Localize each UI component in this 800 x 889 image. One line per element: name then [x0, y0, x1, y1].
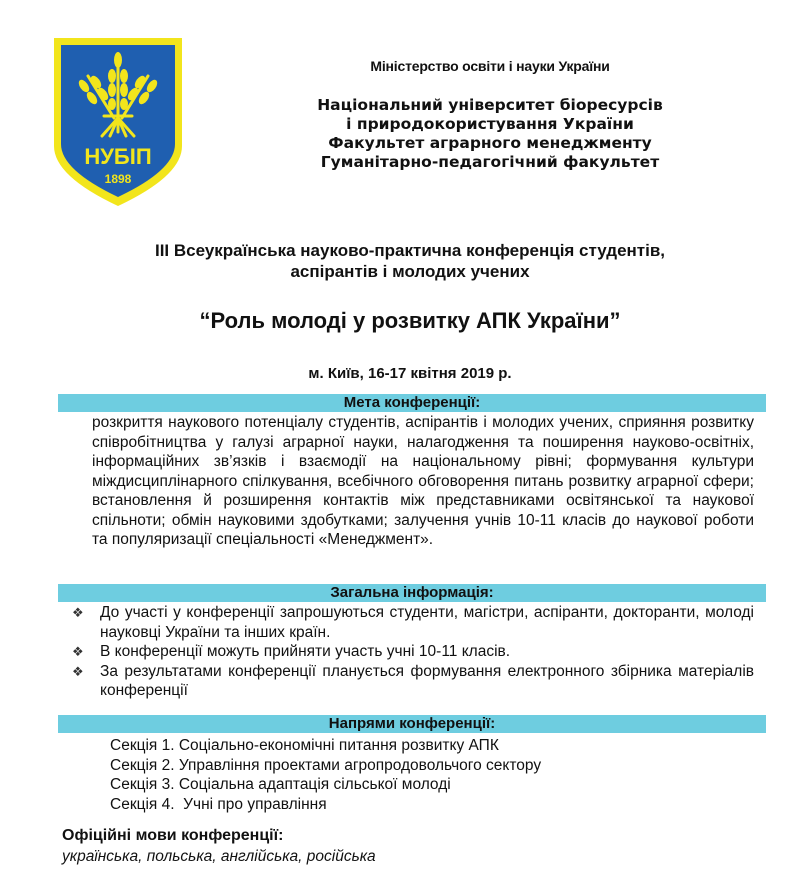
- list-item-text: В конференції можуть прийняти участь учні 10-11 класів.: [100, 643, 511, 660]
- conference-title: “Роль молоді у розвитку АПК України”: [199, 308, 621, 333]
- section-item: Секція 2. Управління проектами агропродовольчого сектору: [110, 756, 542, 774]
- diamond-bullet-icon: ❖: [72, 663, 84, 679]
- languages-heading: Офіційні мови конференції:: [62, 827, 284, 844]
- section-item: Секція 4. Учні про управління: [110, 795, 327, 813]
- list-item: [72, 642, 754, 662]
- diamond-bullet-icon: ❖: [72, 644, 84, 659]
- directions-heading: Напрями конференції:: [58, 715, 766, 733]
- conference-name-line: аспірантів і молодих учених: [290, 262, 530, 281]
- list-item: [72, 662, 754, 701]
- place-date: м. Київ, 16-17 квітня 2019 р.: [308, 365, 512, 382]
- general-list: [72, 603, 754, 701]
- list-item-text: До участі у конференції запрошуються студенти, магістри, аспіранти, докторанти, молоді науковці України та інших країн.: [100, 604, 754, 641]
- svg-text:1898: 1898: [104, 172, 132, 186]
- section-item: Секція 3. Соціальна адаптація сільської молоді: [110, 776, 451, 793]
- university-header: [270, 96, 710, 172]
- general-heading: Загальна інформація:: [58, 584, 766, 602]
- sections-list: [110, 736, 541, 814]
- ministry-name: Міністерство освіти і науки України: [370, 58, 610, 74]
- goal-text: розкриття наукового потенціалу студентів, аспірантів і молодих учених, сприяння розвитку співробітництва у галузі аграрної науки, налагодження та поширення науково-освітніх, інформаційних зв’язків і взаємодії на національному рівні; формування культури міждисциплінарного спілкування, всебічного обговорення питань розвитку аграрної сфери; встановлення й розширення контактів між представниками освітянської та наукової спільноти; обмін науковими здобутками; залучення учнів 10-11 класів до наукової роботи та популяризації спеціальності «Менеджмент».: [92, 414, 754, 548]
- list-item: [72, 603, 754, 642]
- faculty-line: Факультет аграрного менеджменту: [328, 134, 652, 152]
- diamond-bullet-icon: ❖: [72, 605, 84, 620]
- conference-name-line: ІІІ Всеукраїнська науково-практична конференція студентів,: [154, 241, 666, 260]
- section-item: Секція 1. Соціально-економічні питання розвитку АПК: [110, 737, 499, 754]
- university-logo: [52, 36, 184, 208]
- university-line: і природокористування України: [346, 115, 634, 133]
- languages-list: українська, польська, англійська, російська: [62, 848, 376, 865]
- svg-text:НУБІП: НУБІП: [84, 144, 152, 169]
- list-item-text: За результатами конференції планується формування електронного збірника матеріалів конференції: [100, 662, 754, 699]
- conference-name: [40, 240, 780, 282]
- university-line: Національний університет біоресурсів: [317, 96, 663, 114]
- faculty-line: Гуманітарно-педагогічний факультет: [320, 153, 660, 171]
- goal-heading: Мета конференції:: [58, 394, 766, 412]
